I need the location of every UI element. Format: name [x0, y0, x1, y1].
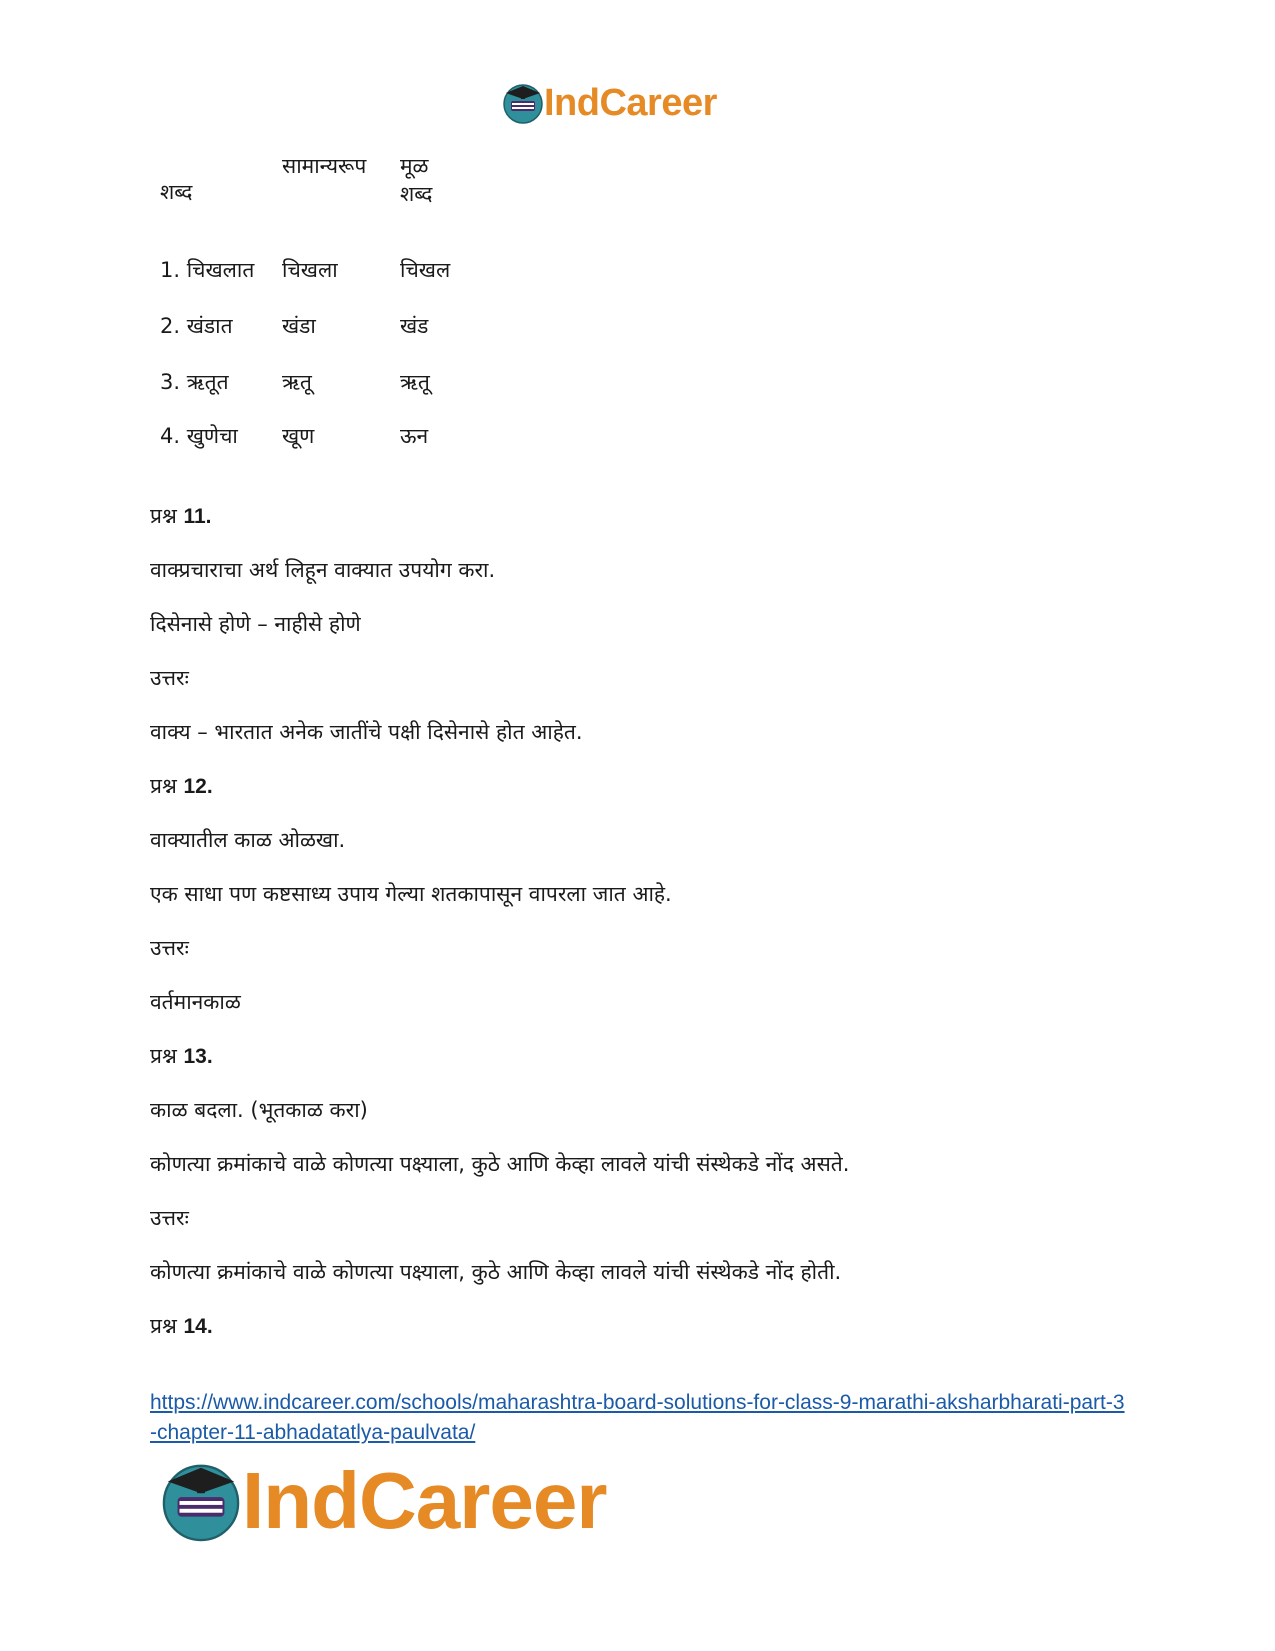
footer-logo — [160, 1456, 606, 1546]
question-11-heading — [150, 502, 212, 531]
question-label: प्रश्न — [150, 1314, 177, 1338]
question-13-heading — [150, 1042, 213, 1071]
table-cell: 2. खंडात — [160, 314, 233, 338]
table-cell: 3. ऋतूत — [160, 370, 229, 394]
table-header-shabd: शब्द — [160, 180, 193, 204]
header-logo — [502, 80, 717, 126]
question-number: 12. — [183, 775, 213, 798]
globe-graduation-cap-book-icon — [502, 82, 544, 124]
table-cell: 1. चिखलात — [160, 258, 255, 282]
answer-label: उत्तरः — [150, 1206, 189, 1230]
question-label: प्रश्न — [150, 774, 177, 798]
question-14-heading — [150, 1312, 213, 1341]
globe-graduation-cap-book-icon — [160, 1460, 242, 1542]
question-11-phrase: दिसेनासे होणे – नाहीसे होणे — [150, 612, 361, 636]
question-12-sentence: एक साधा पण कष्टसाध्य उपाय गेल्या शतकापासून वापरला जात आहे. — [150, 882, 672, 906]
table-cell: खंड — [400, 314, 429, 338]
answer-label: उत्तरः — [150, 666, 189, 690]
question-label: प्रश्न — [150, 504, 177, 528]
question-11-prompt: वाक्प्रचाराचा अर्थ लिहून वाक्यात उपयोग करा. — [150, 558, 496, 582]
question-number: 11. — [183, 505, 212, 528]
table-cell: 4. खुणेचा — [160, 424, 238, 448]
table-header-mula-line1: मूळ — [400, 154, 429, 178]
question-number: 13. — [183, 1045, 213, 1068]
table-cell: ऊन — [400, 424, 429, 448]
question-13-prompt: काळ बदला. (भूतकाळ करा) — [150, 1098, 368, 1122]
brand-name: IndCareer — [242, 1456, 607, 1545]
table-cell: चिखला — [282, 258, 338, 282]
answer-label: उत्तरः — [150, 936, 189, 960]
question-13-answer: कोणत्या क्रमांकाचे वाळे कोणत्या पक्ष्याला, कुठे आणि केव्हा लावले यांची संस्थेकडे नोंद होती. — [150, 1260, 842, 1284]
table-cell: ऋतू — [282, 370, 312, 394]
table-cell: चिखल — [400, 258, 451, 282]
table-header-samanyarup: सामान्यरूप — [282, 154, 367, 178]
question-label: प्रश्न — [150, 1044, 177, 1068]
table-cell: ऋतू — [400, 370, 430, 394]
question-11-answer: वाक्य – भारतात अनेक जातींचे पक्षी दिसेनासे होत आहेत. — [150, 720, 583, 744]
question-12-answer: वर्तमानकाळ — [150, 990, 241, 1014]
question-13-sentence: कोणत्या क्रमांकाचे वाळे कोणत्या पक्ष्याला, कुठे आणि केव्हा लावले यांची संस्थेकडे नोंद असते. — [150, 1152, 850, 1176]
source-link[interactable]: https://www.indcareer.com/schools/maharashtra-board-solutions-for-class-9-marathi-aksharbharati-part-3-chapter-11-abhadatatlya-paulvata/ — [150, 1391, 1125, 1444]
table-cell: खंडा — [282, 314, 316, 338]
table-header-mula-line2: शब्द — [400, 182, 433, 206]
question-12-prompt: वाक्यातील काळ ओळखा. — [150, 828, 346, 852]
brand-name: IndCareer — [544, 81, 717, 124]
question-12-heading — [150, 772, 213, 801]
table-cell: खूण — [282, 424, 315, 448]
question-number: 14. — [183, 1315, 213, 1338]
